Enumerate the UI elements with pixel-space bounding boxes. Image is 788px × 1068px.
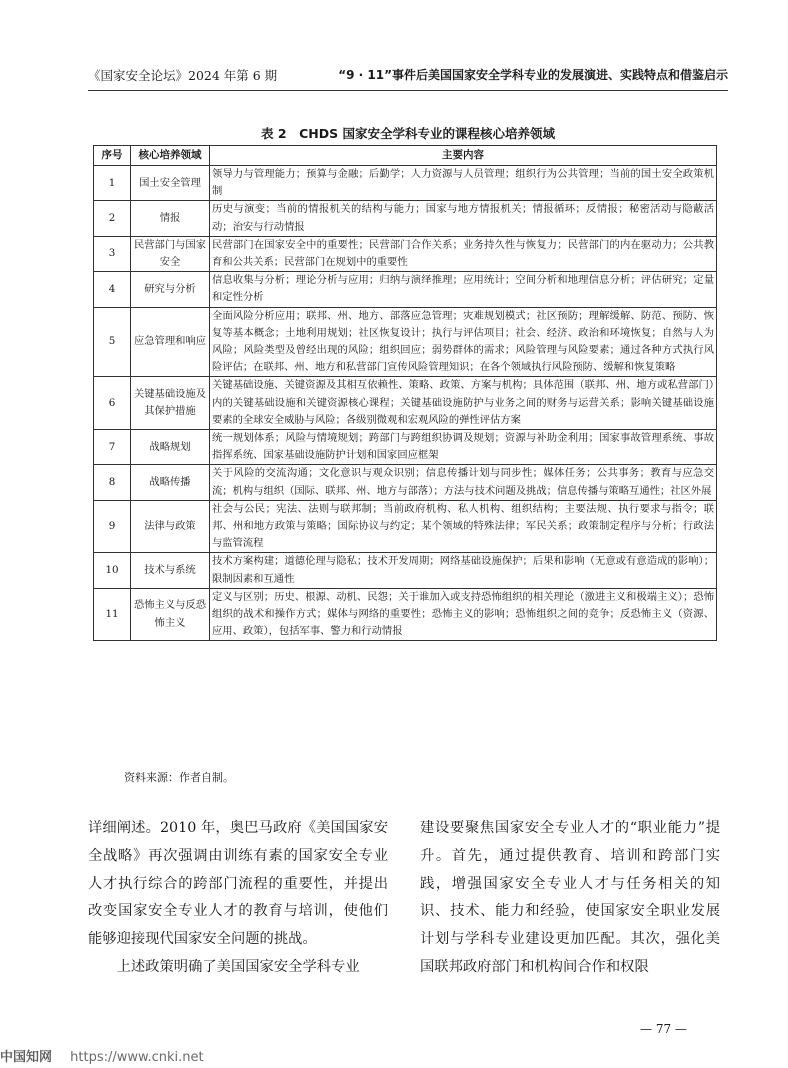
table-title: 表 2 CHDS 国家安全学科专业的课程核心培养领域 (261, 126, 555, 141)
row-content: 民营部门在国家安全中的重要性；民营部门合作关系；业务持久性与恢复力；民营部门的内在驱动力；公共教育和公共关系；民营部门在规划中的重要性 (210, 236, 717, 271)
journal-issue: 《国家安全论坛》2024 年第 6 期 (88, 68, 278, 83)
row-number: 7 (94, 430, 131, 465)
body-paragraph: 上述政策明确了美国国家安全学科专业 (116, 958, 360, 975)
column-header-content: 主要内容 (210, 146, 717, 166)
row-content: 关键基础设施、关键资源及其相互依赖性、策略、政策、方案与机构；具体范围（联邦、州、地方或私营部门）内的关键基础设施和关键资源核心课程；关键基础设施防护与业务之间的财务与运营关系；影响关键基础设施要素的全球安全威胁与风险；各级别微观和宏观风险的弹性评估方案 (210, 377, 717, 430)
row-number: 4 (94, 272, 131, 307)
row-number: 10 (94, 553, 131, 588)
body-column-right (420, 815, 720, 982)
row-field: 战略传播 (131, 465, 210, 500)
table-header-row (94, 146, 717, 166)
row-content: 历史与演变；当前的情报机关的结构与能力；国家与地方情报机关；情报循环；反情报；秘密活动与隐蔽活动；治安与行动情报 (210, 201, 717, 236)
row-content: 定义与区别；历史、根源、动机、民怨；关于谁加入或支持恐怖组织的相关理论（激进主义和极端主义）；恐怖组织的战术和操作方式；媒体与网络的重要性；恐怖主义的影响；恐怖组织之间的竞争；反恐怖主义（资源、应用、政策），包括军事、警力和行动情报 (210, 588, 717, 641)
row-number: 3 (94, 236, 131, 271)
row-content: 统一规划体系；风险与情境规划；跨部门与跨组织协调及规划；资源与补助金利用；国家事故管理系统、事故指挥系统、国家基础设施防护计划和国家回应框架 (210, 430, 717, 465)
cnki-watermark (0, 1046, 204, 1065)
header-rule (88, 90, 728, 91)
row-number: 6 (94, 377, 131, 430)
row-field: 战略规划 (131, 430, 210, 465)
row-field: 情报 (131, 201, 210, 236)
row-number: 5 (94, 307, 131, 377)
row-field: 研究与分析 (131, 272, 210, 307)
table-row (94, 377, 717, 430)
row-field: 应急管理和响应 (131, 307, 210, 377)
table-row (94, 553, 717, 588)
table-row (94, 166, 717, 201)
cnki-url: https://www.cnki.net (70, 1050, 204, 1065)
table-row (94, 500, 717, 553)
cnki-logo: 中国知网 (0, 1050, 53, 1065)
table-row (94, 236, 717, 271)
column-header-no: 序号 (94, 146, 131, 166)
body-paragraph: 详细阐述。2010 年，奥巴马政府《美国国家安全战略》再次强调由训练有素的国家安全专业人才执行综合的跨部门流程的重要性，并提出改变国家安全专业人才的教育与培训，使他们能够迎接现代国家安全问题的挑战。 (88, 820, 388, 948)
row-field: 法律与政策 (131, 500, 210, 553)
row-number: 1 (94, 166, 131, 201)
table-row (94, 465, 717, 500)
row-content: 社会与公民；宪法、法则与联邦制；当前政府机构、私人机构、组织结构；主要法规、执行要求与指令；联邦、州和地方政策与策略；国际协议与约定；某个领域的特殊法律；军民关系；政策制定程序与分析；行政法与监管流程 (210, 500, 717, 553)
row-content: 全面风险分析应用；联邦、州、地方、部落应急管理；灾难规划模式；社区预防；理解缓解、防范、预防、恢复等基本概念；土地利用规划；社区恢复设计；执行与评估项目；社会、经济、政治和环境恢复；自然与人为风险；风险类型及曾经出现的风险；组织回应；弱势群体的需求；风险管理与风险要素；通过各种方式执行风险评估；在联邦、州、地方和私营部门宣传风险管理知识；在各个领域执行风险预防、缓解和恢复策略 (210, 307, 717, 377)
curriculum-table (93, 145, 717, 641)
row-field: 民营部门与国家安全 (131, 236, 210, 271)
row-number: 8 (94, 465, 131, 500)
row-content: 技术方案构建；道德伦理与隐私；技术开发周期；网络基础设施保护；后果和影响（无意或有意造成的影响）；限制因素和互通性 (210, 553, 717, 588)
row-field: 关键基础设施及其保护措施 (131, 377, 210, 430)
row-number: 2 (94, 201, 131, 236)
column-header-field: 核心培养领域 (131, 146, 210, 166)
row-field: 恐怖主义与反恐怖主义 (131, 588, 210, 641)
row-number: 9 (94, 500, 131, 553)
row-number: 11 (94, 588, 131, 641)
body-paragraph: 建设要聚焦国家安全专业人才的“职业能力”提升。首先，通过提供教育、培训和跨部门实践，增强国家安全专业人才与任务相关的知识、技术、能力和经验，使国家安全职业发展计划与学科专业建设更加匹配。其次，强化美国联邦政府部门和机构间合作和权限 (420, 820, 720, 975)
table-row (94, 430, 717, 465)
article-running-title: “9 · 11”事件后美国国家安全学科专业的发展演进、实践特点和借鉴启示 (338, 68, 728, 82)
row-content: 关于风险的交流沟通；文化意识与观众识别；信息传播计划与同步性；媒体任务；公共事务；教育与应急交流；机构与组织（国际、联邦、州、地方与部落）；方法与技术问题及挑战；信息传播与策略互通性；社区外展 (210, 465, 717, 500)
table-row (94, 272, 717, 307)
body-column-left (88, 815, 388, 982)
row-content: 信息收集与分析；理论分析与应用；归纳与演绎推理；应用统计；空间分析和地理信息分析；评估研究；定量和定性分析 (210, 272, 717, 307)
table-row (94, 588, 717, 641)
row-content: 领导力与管理能力；预算与金融；后勤学；人力资源与人员管理；组织行为公共管理；当前的国土安全政策机制 (210, 166, 717, 201)
row-field: 国土安全管理 (131, 166, 210, 201)
page-number: — 77 — (640, 1022, 687, 1036)
table-row (94, 201, 717, 236)
row-field: 技术与系统 (131, 553, 210, 588)
source-note: 资料来源：作者自制。 (124, 771, 234, 784)
table-row (94, 307, 717, 377)
